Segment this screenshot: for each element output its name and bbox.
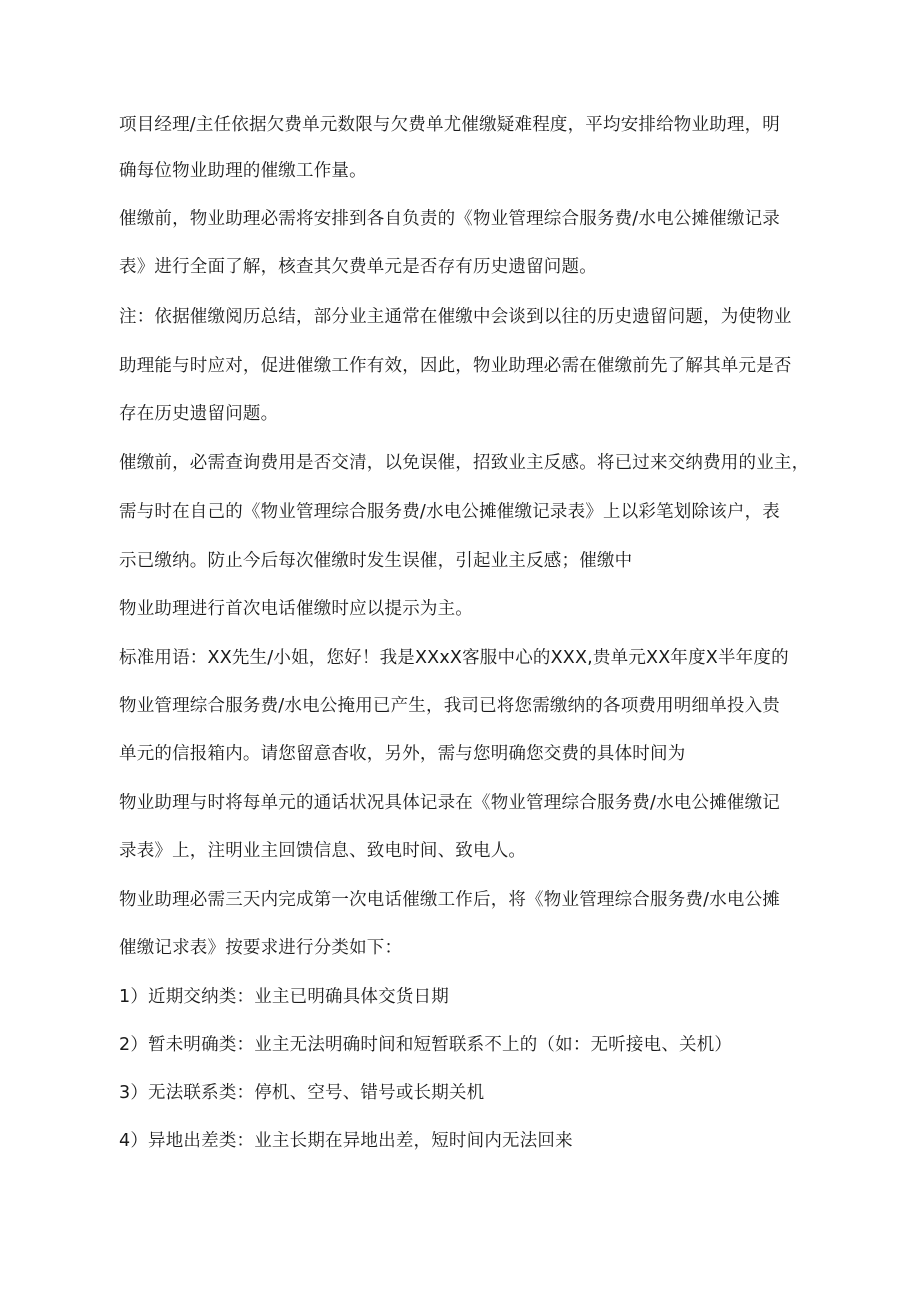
text-line: 录表》上，注明业主回馈信息、致电时间、致电人。 — [119, 841, 527, 861]
text-line: 示已缴纳。防止今后每次催缴时发生误催，引起业主反感；催缴中 — [119, 551, 633, 571]
text-line: 物业管理综合服务费/水电公掩用已产生，我司已将您需缴纳的各项费用明细单投入贵 — [119, 696, 780, 716]
text-line: 物业助理必需三天内完成第一次电话催缴工作后，将《物业管理综合服务费/水电公摊 — [119, 890, 780, 910]
text-line: 物业助理与时将每单元的通话状况具体记录在《物业管理综合服务费/水电公摊催缴记 — [119, 793, 780, 813]
list-item: 1）近期交纳类：业主已明确具体交货日期 — [119, 987, 449, 1007]
text-line: 表》进行全面了解，核查其欠费单元是否存有历史遗留问题。 — [119, 257, 597, 277]
text-line: 单元的信报箱内。请您留意杳收，另外，需与您明确您交费的具体时间为 — [119, 744, 686, 764]
text-line: 催缴记求表》按要求进行分类如下： — [119, 938, 403, 958]
list-item: 4）异地出差类：业主长期在异地出差，短时间内无法回来 — [119, 1131, 573, 1151]
text-line: 催缴前，必需查询费用是否交清，以免误催，招致业主反感。将已过来交纳费用的业主， — [119, 453, 810, 473]
text-line: 注：依据催缴阅历总结，部分业主通常在催缴中会谈到以往的历史遗留问题，为使物业 — [119, 307, 792, 327]
text-line: 助理能与时应对，促进催缴工作有效，因此，物业助理必需在催缴前先了解其单元是否 — [119, 356, 792, 376]
text-line: 催缴前，物业助理必需将安排到各自负责的《物业管理综合服务费/水电公摊催缴记录 — [119, 209, 780, 229]
text-line: 存在历史遗留问题。 — [119, 404, 279, 424]
text-line: 物业助理进行首次电话催缴时应以提示为主。 — [119, 599, 473, 619]
text-line: 需与时在自己的《物业管理综合服务费/水电公摊催缴记录表》上以彩笔划除该户，表 — [119, 502, 780, 522]
list-item: 3）无法联系类：停机、空号、错号或长期关机 — [119, 1083, 485, 1103]
text-line: 标准用语：XX先生/小姐，您好！我是XXxX客服中心的XXX,贵单元XX年度X半年度的 — [119, 648, 789, 668]
text-line: 项目经理/主任依据欠费单元数限与欠费单尤催缴疑难程度，平均安排给物业助理，明 — [119, 115, 780, 135]
list-item: 2）暂未明确类：业主无法明确时间和短暂联系不上的（如：无听接电、关机） — [119, 1035, 733, 1055]
text-line: 确每位物业助理的催缴工作量。 — [119, 161, 367, 181]
